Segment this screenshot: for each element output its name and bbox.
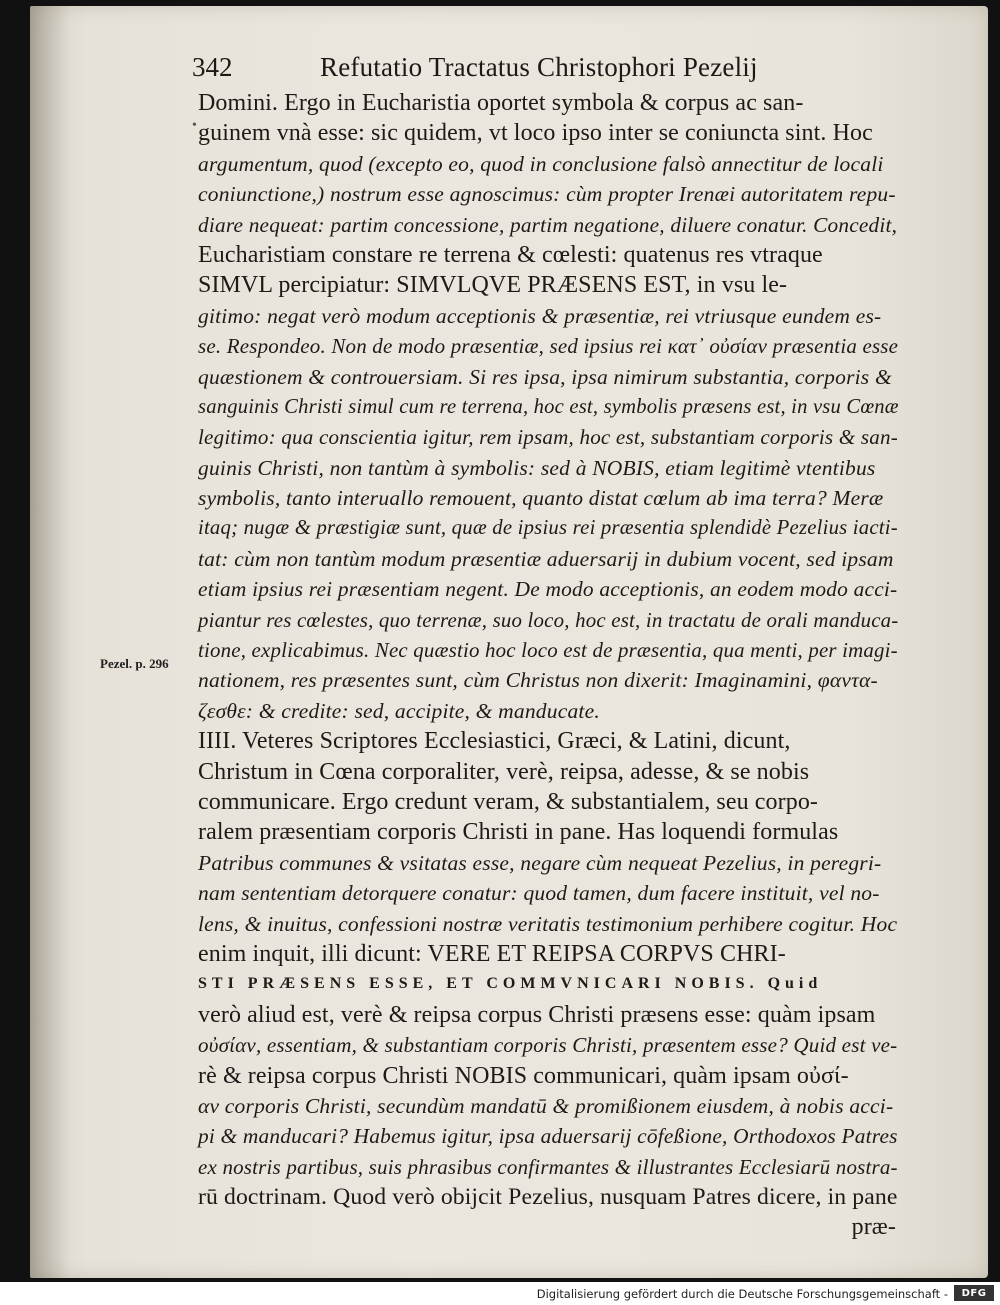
- dfg-logo: DFG: [954, 1285, 994, 1301]
- text-line: STI PRÆSENS ESSE, ET COMMVNICARI NOBIS. Quid: [198, 975, 823, 993]
- page-number: 342: [192, 52, 233, 82]
- text-line: quæstionem & controuersiam. Si res ipsa, ipsa nimirum substantia, corporis &: [198, 364, 892, 389]
- body-text: [198, 88, 898, 1243]
- text-line: nam sententiam detorquere conatur: quod tamen, dum facere instituit, vel no-: [198, 881, 880, 906]
- gutter-shadow: [30, 6, 70, 1278]
- text-line: communicare. Ergo credunt veram, & substantialem, seu corpo-: [198, 788, 819, 815]
- text-line: SIMVL percipiatur: SIMVLQVE PRÆSENS EST, in vsu le-: [198, 272, 788, 299]
- text-line: tat: cùm non tantùm modum præsentiæ aduersarij in dubium vocent, sed ipsam: [198, 546, 894, 571]
- text-line: οὐσίαν, essentiam, & substantiam corporis Christi, præsentem esse? Quid est ve-: [198, 1033, 898, 1058]
- text-line: symbolis, tanto interuallo remouent, quanto distat cœlum ab ima terra? Meræ: [198, 486, 884, 511]
- text-line: ζεσθε: & credite: sed, accipite, & manducate.: [198, 698, 600, 723]
- text-line: Domini. Ergo in Eucharistia oportet symbola & corpus ac san-: [198, 90, 804, 116]
- text-line: Patribus communes & vsitatas esse, negare cùm nequeat Pezelius, in peregri-: [198, 850, 882, 875]
- text-line: αν corporis Christi, secundùm mandatū & promißionem eiusdem, à nobis acci-: [198, 1093, 894, 1118]
- text-line: verò aliud est, verè & reipsa corpus Christi præsens esse: quàm ipsam: [198, 1001, 876, 1028]
- text-line: rū doctrinam. Quod verò obijcit Pezelius, nusquam Patres dicere, in pane: [198, 1184, 898, 1211]
- text-line: etiam ipsius rei præsentiam negent. De modo acceptionis, an eodem modo acci-: [198, 577, 898, 602]
- text-line: rè & reipsa corpus Christi NOBIS communicari, quàm ipsam οὐσί-: [198, 1062, 849, 1089]
- text-line: diare nequeat: partim concessione, partim negatione, diluere conatur. Concedit,: [198, 212, 898, 237]
- footer-credit: Digitalisierung gefördert durch die Deutsche Forschungsgemeinschaft -: [536, 1287, 948, 1301]
- text-line: lens, & inuitus, confessioni nostræ veritatis testimonium perhibere cogitur. Hoc: [198, 911, 898, 936]
- text-line: se. Respondeo. Non de modo præsentiæ, sed ipsius rei κατ᾽ οὐσίαν præsentia esse: [198, 334, 899, 359]
- margin-note: Pezel. p. 296: [100, 656, 169, 671]
- text-line: IIII. Veteres Scriptores Ecclesiastici, Græci, & Latini, dicunt,: [198, 728, 791, 755]
- text-line: pi & manducari? Habemus igitur, ipsa aduersarij cōfeßione, Orthodoxos Patres: [198, 1124, 898, 1149]
- text-line: guinem vnà esse: sic quidem, vt loco ipso inter se coniuncta sint. Hoc: [198, 120, 873, 147]
- margin-mark: •: [192, 118, 197, 133]
- text-line: Christum in Cœna corporaliter, verè, reipsa, adesse, & se nobis: [198, 758, 810, 785]
- text-line: enim inquit, illi dicunt: VERE ET REIPSA CORPVS CHRI-: [198, 940, 786, 967]
- text-line: legitimo: qua conscientia igitur, rem ipsam, hoc est, substantiam corporis & san-: [198, 425, 898, 450]
- text-line: nationem, res præsentes sunt, cùm Christus non dixerit: Imaginamini, φαντα-: [198, 668, 878, 693]
- text-line: ralem præsentiam corporis Christi in pane. Has loquendi formulas: [198, 819, 839, 846]
- text-line: gitimo: negat verò modum acceptionis & præsentiæ, rei vtriusque eundem es-: [198, 303, 882, 328]
- text-line: Eucharistiam constare re terrena & cœlesti: quatenus res vtraque: [198, 241, 823, 268]
- text-line: ex nostris partibus, suis phrasibus confirmantes & illustrantes Ecclesiarū nostra-: [198, 1154, 898, 1179]
- running-title: Refutatio Tractatus Christophori Pezelij: [320, 52, 758, 82]
- footer-bar: [0, 1282, 1000, 1305]
- running-head: [0, 52, 958, 92]
- text-line: coniunctione,) nostrum esse agnoscimus: cùm propter Irenæi autoritatem repu-: [198, 182, 896, 207]
- text-line: itaq; nugæ & præstigiæ sunt, quæ de ipsius rei præsentia splendidè Pezelius iacti-: [198, 517, 898, 540]
- text-line: sanguinis Christi simul cum re terrena, hoc est, symbolis præsens est, in vsu Cœnæ: [198, 395, 899, 418]
- text-line: argumentum, quod (excepto eo, quod in conclusione falsò annectitur de locali: [198, 151, 884, 176]
- text-line: piantur res cœlestes, quo terrenæ, suo loco, hoc est, in tractatu de orali manduca-: [198, 607, 899, 632]
- text-line: guinis Christi, non tantùm à symbolis: sed à NOBIS, etiam legitimè vtentibus: [198, 455, 876, 480]
- text-line: tione, explicabimus. Nec quæstio hoc loco est de præsentia, qua menti, per imagi-: [198, 638, 898, 663]
- text-line: præ-: [851, 1214, 896, 1241]
